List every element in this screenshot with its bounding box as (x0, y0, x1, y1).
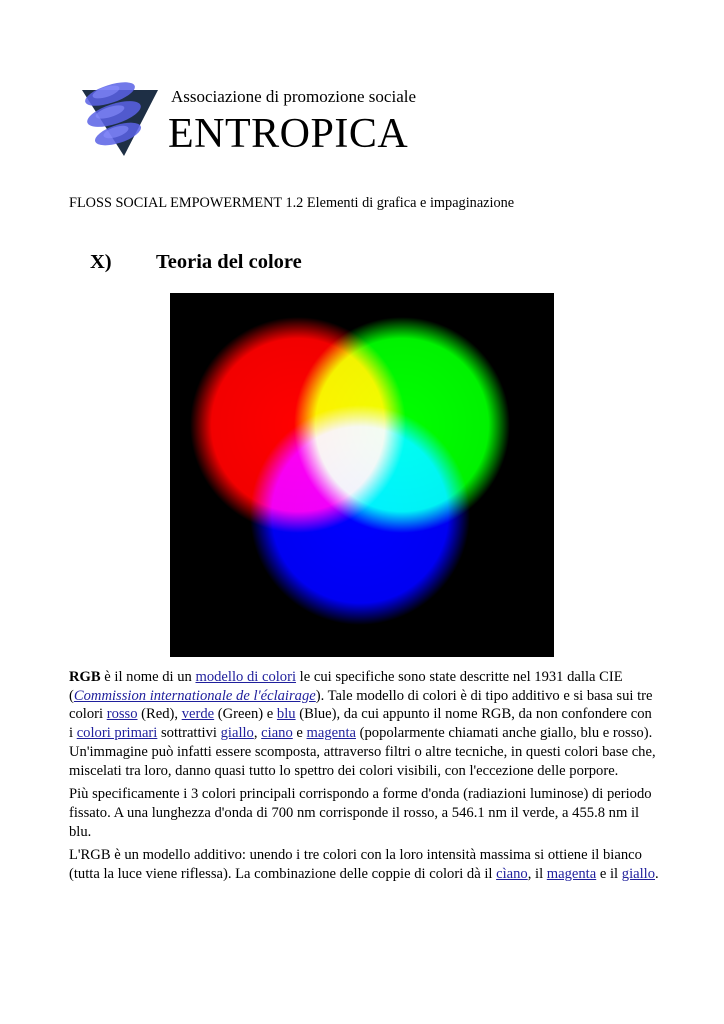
inline-link[interactable]: giallo (621, 866, 656, 883)
rgb-circles-svg (170, 293, 554, 657)
text-run: , (253, 725, 262, 742)
blue-circle (250, 405, 470, 625)
inline-link[interactable]: modello di colori (195, 669, 297, 685)
text-run: sottrattivi (157, 725, 221, 742)
text-run: (Green) e (214, 706, 277, 723)
inline-link[interactable]: blu (276, 706, 296, 723)
text-run: ). Tale modello di colori è di tipo additivo e si basa sui tre colori (69, 687, 653, 723)
inline-link[interactable]: colori primari (76, 725, 158, 742)
paragraph (69, 846, 659, 883)
text-run: . (655, 866, 659, 883)
text-run: (popolarmente chiamati anche giallo, blu e rosso). Un'immagine può infatti essere scomposta, attraverso filtri o altre tecniche, in questi colori base che, miscelati tra loro, danno quasi tutto lo spettro dei colori visibili, con l'eccezione delle porpore. (69, 725, 656, 779)
inline-link[interactable]: cìano (496, 866, 528, 883)
text-run: (Red), (137, 706, 182, 723)
inline-link[interactable]: rosso (106, 706, 138, 723)
text-run: le cui specifiche sono state descritte nel 1931 dalla CIE ( (69, 669, 623, 704)
organization-subtitle: Associazione di promozione sociale (171, 87, 417, 106)
section-title: Teoria del colore (156, 251, 302, 273)
inline-link[interactable]: magenta (306, 725, 356, 742)
text-run: è il nome di un (100, 669, 196, 685)
text-run: e (292, 725, 307, 742)
inline-link[interactable]: ciano (261, 725, 293, 742)
text-run: , il (527, 866, 547, 883)
text-run: L'RGB è un modello additivo: unendo i tre colori con la loro intensità massima si ottiene il bianco (tutta la luce viene riflessa). La combinazione delle coppie di colori dà il (69, 847, 642, 883)
inline-link[interactable]: Commission internationale de l'éclairage (73, 687, 316, 704)
entropica-triangle-logo-icon (80, 78, 162, 160)
inline-link[interactable]: magenta (546, 866, 597, 883)
inline-link[interactable]: verde (181, 706, 215, 723)
paragraph (69, 785, 659, 841)
inline-link[interactable]: giallo (220, 725, 254, 742)
course-line: FLOSS SOCIAL EMPOWERMENT 1.2 Elementi di grafica e impaginazione (69, 195, 515, 211)
organization-name: ENTROPICA (168, 111, 409, 157)
body-text (69, 668, 659, 889)
rgb-additive-circles-image (170, 293, 554, 657)
text-run: Più specificamente i 3 colori principali corrispondo a forme d'onda (radiazioni luminose) di periodo fissato. A una lunghezza d'onda di 700 nm corrisponde il rosso, a 546.1 nm il verde, a 455.8 nm il blu. (69, 786, 652, 840)
paragraph (69, 668, 659, 780)
text-run: e il (596, 866, 622, 883)
text-run: (Blue), da cui appunto il nome RGB, da non confondere con i (69, 706, 652, 742)
bold-term: RGB (69, 669, 101, 685)
logo (80, 78, 162, 160)
section-number: X) (90, 251, 112, 273)
